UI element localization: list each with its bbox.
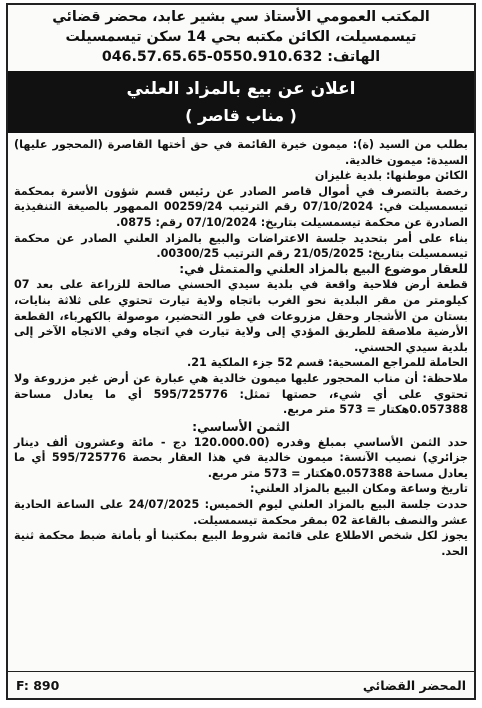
reference-code: F: 890 — [16, 677, 60, 693]
office-phone — [14, 47, 468, 67]
authorization-paragraph: رخصة بالتصرف في أموال قاصر الصادر عن رئيس قسم شؤون الأسرة بمحكمة تيسمسيلت في: 07/10/2024 رقم الترتيب 00259/24 الممهور بالصيغة التنفيذية الصادرة عن محكمة تيسمسيلت بتاريخ: 07/10/2024 رقم: 0875. — [14, 184, 468, 229]
consultation-paragraph: يجوز لكل شخص الاطلاع على قائمة شروط البيع بمكتبنا أو بأمانة ضبط محكمة ثنية الحد. — [14, 529, 468, 558]
office-name: المكتب العمومي الأستاذ سي بشير عابد، محضر قضائي — [52, 9, 430, 25]
residence-paragraph: الكائن موطنها: بلدية غليزان — [314, 169, 468, 183]
property-description: قطعة أرض فلاحية واقعة في بلدية سيدي الحسني صالحة للزراعة على بعد 07 كيلومتر من مقر البلدية نحو الغرب باتجاه ولاية تيارت تحتوي على ثلاثة بنايات، بستان من الأشجار وحقل مزروعات في طور التحضير، موصولة بالكهرباء، القطعة الأرضية ملاصقة للطريق المؤدي إلى ولاية تيارت في اتجاه وفي الاتجاه الآخر إلى بلدية سيدي الحسني. — [14, 278, 468, 354]
office-header — [8, 5, 474, 67]
notice-title-band — [8, 71, 474, 133]
session-paragraph: حددت جلسة البيع بالمزاد العلني ليوم الخميس: 24/07/2025 على الساعة الحادية عشر والنصف بالقاعة 02 بمقر محكمة تيسمسيلت. — [14, 498, 468, 527]
phone-numbers: 046.57.65.65-0550.910.632 — [101, 49, 323, 65]
cadastral-reference: الحاملة للمراجع المسحية: قسم 52 جزء الملكية 21. — [186, 356, 468, 370]
signature-label: المحضر القضائي — [362, 677, 466, 693]
price-paragraph: حدد الثمن الأساسي بمبلغ وقدره (120.000.00 دج - مائة وعشرون ألف دينار جزائري) نصيب الآنسة: ميمون خالدية في هذا العقار بحصة 595/725776 أي ما يعادل مساحة 0.057388هكتار = 573 متر مربع. — [14, 435, 468, 480]
office-address: تيسمسيلت، الكائن مكتبه بحي 14 سكن تيسمسيلت — [65, 29, 417, 45]
note-paragraph: ملاحظة: أن مناب المحجور عليها ميمون خالدية هي عبارة عن أرض غير مزروعة ولا تحتوي على أي شيء، حصتها تمثل: 595/725776 أي ما يعادل مساحة 0.057388هكتار = 573 متر مربع. — [14, 371, 468, 417]
notice-body — [8, 133, 474, 559]
date-heading: تاريخ وساعة ومكان البيع بالمزاد العلني: — [249, 482, 468, 496]
notice-title: اعلان عن بيع بالمزاد العلني — [126, 79, 356, 99]
notice-footer — [8, 671, 474, 698]
phone-label: الهاتف: — [327, 49, 381, 65]
legal-notice — [6, 3, 476, 700]
subject-heading: للعقار موضوع البيع بالمزاد العلني والمتمثل في: — [179, 261, 468, 276]
price-heading: الثمن الأساسي: — [192, 418, 290, 434]
notice-subtitle: ( مناب قاصر ) — [185, 106, 297, 125]
court-order-paragraph: بناء على أمر بتحديد جلسة الاعتراضات والبيع بالمزاد العلني الصادر عن محكمة تيسمسيلت بتاريخ: 21/05/2025 رقم الترتيب 00300/25. — [14, 231, 468, 261]
requester-paragraph: بطلب من السيد (ة): ميمون خيرة القائمة في حق أختها القاصرة (المحجور عليها) السيدة: ميمون خالدية. — [14, 138, 468, 167]
